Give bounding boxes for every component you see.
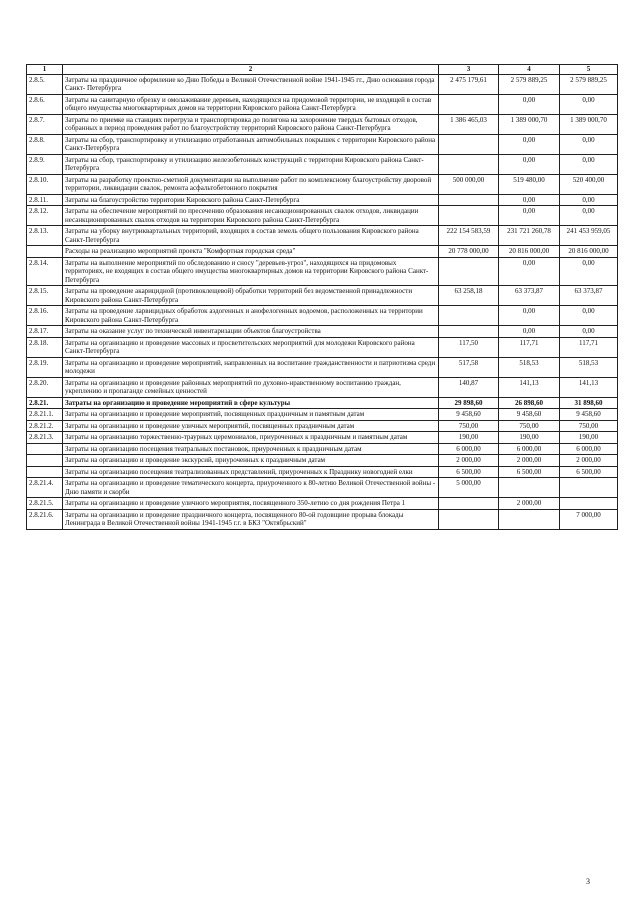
table-row (27, 432, 618, 444)
row-value-col4 (499, 509, 560, 529)
row-value-col3: 1 386 465,03 (439, 114, 499, 134)
table-row (27, 226, 618, 246)
row-description: Затраты на обеспечение мероприятий по пресечению образования несанкционированных свалок отходов, ликвидации несанкционированных свалок отходов на территории Кировского района Санкт-Петербурга (63, 206, 439, 226)
row-value-col3: 29 898,60 (439, 397, 499, 409)
table-row (27, 194, 618, 206)
row-code: 2.8.16. (27, 306, 63, 326)
row-value-col5: 6 000,00 (560, 443, 618, 455)
row-description: Затраты на праздничное оформление ко Дню Победы в Великой Отечественной войне 1941-1945 гг., Дню основания города Санкт- Петербурга (63, 74, 439, 94)
row-value-col4: 0,00 (499, 94, 560, 114)
row-value-col5: 518,53 (560, 357, 618, 377)
row-value-col3: 500 000,00 (439, 174, 499, 194)
row-code: 2.8.20. (27, 377, 63, 397)
row-code: 2.8.21.5. (27, 498, 63, 510)
row-value-col3 (439, 306, 499, 326)
table-row (27, 134, 618, 154)
row-value-col3 (439, 134, 499, 154)
row-value-col5: 63 373,87 (560, 286, 618, 306)
row-description: Затраты на организацию и проведение мероприятий, направленных на воспитание гражданственности и патриотизма среди молодежи (63, 357, 439, 377)
row-value-col5: 520 400,00 (560, 174, 618, 194)
row-value-col5: 117,71 (560, 337, 618, 357)
header-cell-5: 5 (560, 65, 618, 75)
row-code: 2.8.21.3. (27, 432, 63, 444)
table-row (27, 357, 618, 377)
row-description: Затраты на сбор, транспортировку и утилизацию отработанных автомобильных покрышек с территории Кировского района Санкт-Петербурга (63, 134, 439, 154)
row-value-col5: 0,00 (560, 134, 618, 154)
row-code: 2.8.10. (27, 174, 63, 194)
row-value-col4: 750,00 (499, 420, 560, 432)
header-cell-4: 4 (499, 65, 560, 75)
row-value-col5: 750,00 (560, 420, 618, 432)
table-row (27, 206, 618, 226)
row-code: 2.8.13. (27, 226, 63, 246)
header-cell-2: 2 (63, 65, 439, 75)
row-value-col5: 31 898,60 (560, 397, 618, 409)
row-value-col5: 0,00 (560, 194, 618, 206)
table-row (27, 409, 618, 421)
row-value-col3 (439, 257, 499, 286)
row-value-col3 (439, 154, 499, 174)
header-cell-1: 1 (27, 65, 63, 75)
table-row (27, 466, 618, 478)
row-code: 2.8.21. (27, 397, 63, 409)
row-description: Затраты на организацию посещения театрализованных представлений, приуроченных к Празднику новогодней елки (63, 466, 439, 478)
row-description: Затраты на организацию и проведение уличных мероприятий, посвященных праздничным датам (63, 420, 439, 432)
row-code: 2.8.14. (27, 257, 63, 286)
row-code: 2.8.7. (27, 114, 63, 134)
row-description: Затраты по приемке на станциях перегруза и транспортировка до полигона на захоронение твердых бытовых отходов, собранных в период проведения работ по благоустройству территорий Кировского района Санкт-Петербурга (63, 114, 439, 134)
row-code: 2.8.15. (27, 286, 63, 306)
row-description: Затраты на организацию и проведение мероприятий в сфере культуры (63, 397, 439, 409)
table-row (27, 377, 618, 397)
row-description: Затраты на организацию и проведение уличного мероприятия, посвященного 350-летию со дня рождения Петра 1 (63, 498, 439, 510)
table-row (27, 286, 618, 306)
row-code: 2.8.18. (27, 337, 63, 357)
row-value-col5: 2 579 889,25 (560, 74, 618, 94)
row-value-col4: 0,00 (499, 206, 560, 226)
row-value-col4: 519 480,00 (499, 174, 560, 194)
row-value-col3 (439, 94, 499, 114)
table-row (27, 257, 618, 286)
row-description: Затраты на организацию и проведение массовых и просветительских мероприятий для молодежи Кировского района Санкт-Петербурга (63, 337, 439, 357)
row-value-col3: 6 500,00 (439, 466, 499, 478)
row-value-col4: 190,00 (499, 432, 560, 444)
row-description: Затраты на организацию и проведение тематического концерта, приуроченного к 80-летию Великой Отечественной войны - Дню памяти и скорби (63, 478, 439, 498)
row-description: Затраты на организацию посещения театральных постановок, приуроченных к праздничным датам (63, 443, 439, 455)
row-value-col4: 0,00 (499, 326, 560, 338)
row-code (27, 466, 63, 478)
row-description: Затраты на проведение акарицидной (противоклещевой) обработки территорий без ведомственной принадлежности Кировского района Санкт-Петербурга (63, 286, 439, 306)
table-row (27, 443, 618, 455)
row-description: Затраты на организацию и проведение праздничного концерта, посвященного 80-ой годовщине прорыва блокады Ленинграда в Великой Отечественной войны 1941-1945 г.г. в БКЗ "Октябрьский" (63, 509, 439, 529)
row-value-col5: 190,00 (560, 432, 618, 444)
row-code: 2.8.21.4. (27, 478, 63, 498)
row-value-col5: 9 458,60 (560, 409, 618, 421)
row-value-col5 (560, 478, 618, 498)
row-value-col3: 750,00 (439, 420, 499, 432)
table-row (27, 455, 618, 467)
row-value-col3: 9 458,60 (439, 409, 499, 421)
row-value-col4: 0,00 (499, 194, 560, 206)
row-code: 2.8.21.6. (27, 509, 63, 529)
row-code: 2.8.21.2. (27, 420, 63, 432)
row-value-col3: 63 258,18 (439, 286, 499, 306)
row-code: 2.8.11. (27, 194, 63, 206)
row-code (27, 455, 63, 467)
row-value-col5: 0,00 (560, 257, 618, 286)
row-value-col3: 2 000,00 (439, 455, 499, 467)
row-value-col3 (439, 509, 499, 529)
row-value-col5: 241 453 959,05 (560, 226, 618, 246)
row-value-col4: 26 898,60 (499, 397, 560, 409)
row-value-col4: 518,53 (499, 357, 560, 377)
row-value-col5 (560, 498, 618, 510)
table-row (27, 94, 618, 114)
row-description: Затраты на проведение ларвицидных обработок аэдогенных и анофелогенных водоемов, расположенных на территории Кировского района Санкт-Петербурга (63, 306, 439, 326)
row-description: Расходы на реализацию мероприятий проекта "Комфортная городская среда" (63, 246, 439, 258)
table-row (27, 420, 618, 432)
row-value-col5: 7 000,00 (560, 509, 618, 529)
table-row (27, 246, 618, 258)
table-row (27, 306, 618, 326)
row-value-col3: 2 475 179,61 (439, 74, 499, 94)
budget-table (26, 64, 618, 530)
row-description: Затраты на благоустройство территории Кировского района Санкт-Петербурга (63, 194, 439, 206)
page-number: 3 (586, 877, 590, 886)
table-body (27, 65, 618, 530)
row-value-col5: 6 500,00 (560, 466, 618, 478)
row-value-col4: 6 000,00 (499, 443, 560, 455)
row-value-col3: 5 000,00 (439, 478, 499, 498)
row-description: Затраты на выполнение мероприятий по обследованию и сносу "деревьев-угроз", находящихся на придомовых территориях, не входящих в состав общего имущества многоквартирных домов на территории Кировского района Санкт-Петербурга (63, 257, 439, 286)
row-value-col4: 231 721 260,78 (499, 226, 560, 246)
row-value-col3: 140,87 (439, 377, 499, 397)
row-value-col5: 141,13 (560, 377, 618, 397)
table-row (27, 397, 618, 409)
row-value-col5: 0,00 (560, 326, 618, 338)
row-code: 2.8.8. (27, 134, 63, 154)
row-code: 2.8.9. (27, 154, 63, 174)
row-description: Затраты на разработку проектно-сметной документации на выполнение работ по комплексному благоустройству дворовой территории, ликвидации свалок, ремонта асфальтобетонного покрытия (63, 174, 439, 194)
row-description: Затраты на санитарную обрезку и омолаживание деревьев, находящихся на придомовой территории, не входящей в состав общего имущества многоквартирных домов на территории Кировского района Санкт-Петербурга (63, 94, 439, 114)
row-value-col3 (439, 498, 499, 510)
row-code: 2.8.5. (27, 74, 63, 94)
row-code: 2.8.6. (27, 94, 63, 114)
row-description: Затраты на организацию и проведение районных мероприятий по духовно-нравственному воспитанию граждан, укреплению и пропаганде семейных ценностей (63, 377, 439, 397)
row-value-col5: 0,00 (560, 306, 618, 326)
table-row (27, 509, 618, 529)
row-value-col4: 141,13 (499, 377, 560, 397)
row-value-col4: 63 373,87 (499, 286, 560, 306)
row-code (27, 443, 63, 455)
row-value-col4: 2 000,00 (499, 498, 560, 510)
row-value-col5: 20 816 000,00 (560, 246, 618, 258)
row-code: 2.8.21.1. (27, 409, 63, 421)
row-code (27, 246, 63, 258)
row-value-col4: 117,71 (499, 337, 560, 357)
row-value-col4 (499, 478, 560, 498)
table-row (27, 478, 618, 498)
row-description: Затраты на организацию торжественно-траурных церемониалов, приуроченных к праздничным и памятным датам (63, 432, 439, 444)
row-description: Затраты на сбор, транспортировку и утилизацию железобетонных конструкций с территории Кировского района Санкт-Петербурга (63, 154, 439, 174)
header-cell-3: 3 (439, 65, 499, 75)
row-code: 2.8.12. (27, 206, 63, 226)
header-row (27, 65, 618, 75)
row-description: Затраты на организацию и проведение экскурсий, приуроченных к праздничным датам (63, 455, 439, 467)
row-value-col4: 0,00 (499, 306, 560, 326)
row-value-col3: 6 000,00 (439, 443, 499, 455)
row-value-col5: 0,00 (560, 94, 618, 114)
row-description: Затраты на уборку внутриквартальных территорий, входящих в состав земель общего пользования Кировского района Санкт-Петербурга (63, 226, 439, 246)
row-value-col4: 0,00 (499, 154, 560, 174)
row-value-col5: 2 000,00 (560, 455, 618, 467)
row-code: 2.8.19. (27, 357, 63, 377)
table-row (27, 337, 618, 357)
row-value-col4: 2 000,00 (499, 455, 560, 467)
row-code: 2.8.17. (27, 326, 63, 338)
row-value-col4: 0,00 (499, 257, 560, 286)
row-value-col3: 222 154 583,59 (439, 226, 499, 246)
table-row (27, 154, 618, 174)
row-value-col5: 1 389 000,70 (560, 114, 618, 134)
table-row (27, 74, 618, 94)
table-row (27, 114, 618, 134)
row-value-col3: 517,58 (439, 357, 499, 377)
table-row (27, 498, 618, 510)
row-value-col4: 6 500,00 (499, 466, 560, 478)
row-value-col5: 0,00 (560, 154, 618, 174)
row-value-col5: 0,00 (560, 206, 618, 226)
row-value-col4: 0,00 (499, 134, 560, 154)
row-value-col3 (439, 326, 499, 338)
row-value-col3 (439, 206, 499, 226)
row-value-col3: 190,00 (439, 432, 499, 444)
row-description: Затраты на оказание услуг по технической инвентаризации объектов благоустройства (63, 326, 439, 338)
row-value-col3: 117,50 (439, 337, 499, 357)
row-value-col4: 9 458,60 (499, 409, 560, 421)
row-value-col4: 2 579 889,25 (499, 74, 560, 94)
row-value-col4: 1 389 000,70 (499, 114, 560, 134)
row-value-col3 (439, 194, 499, 206)
row-value-col3: 20 778 000,00 (439, 246, 499, 258)
table-row (27, 174, 618, 194)
row-description: Затраты на организацию и проведение мероприятий, посвященных праздничным и памятным датам (63, 409, 439, 421)
row-value-col4: 20 816 000,00 (499, 246, 560, 258)
table-row (27, 326, 618, 338)
